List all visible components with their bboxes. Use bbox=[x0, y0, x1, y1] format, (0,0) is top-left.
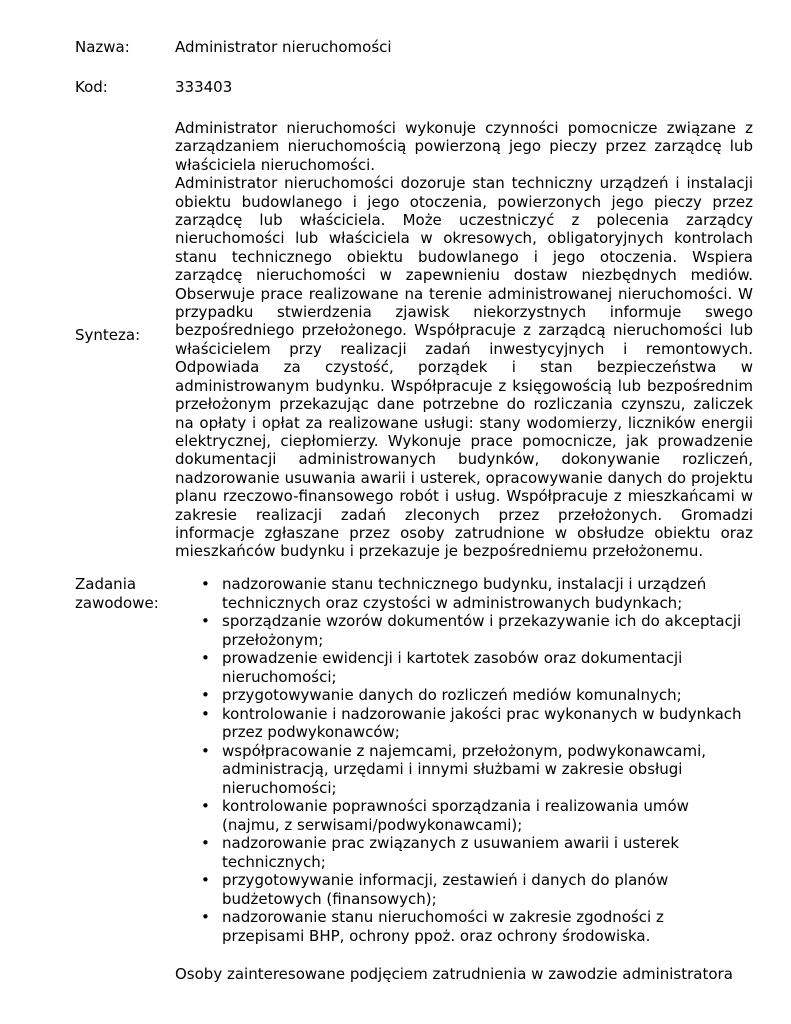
list-item-text: nadzorowanie stanu nieruchomości w zakresie zgodności z przepisami BHP, ochrony ppoż. oraz ochrony środowiska. bbox=[222, 908, 664, 945]
list-item bbox=[201, 686, 742, 705]
synthesis-label: Synteza: bbox=[75, 326, 141, 344]
list-item bbox=[201, 797, 742, 834]
list-item bbox=[201, 908, 742, 945]
tasks-list bbox=[201, 575, 742, 945]
list-item bbox=[201, 612, 742, 649]
list-item-text: współpracowanie z najemcami, przełożonym, podwykonawcami, administracją, urzędami i innymi służbami w zakresie obsługi nieruchomości; bbox=[222, 741, 707, 797]
tasks-label-line-2: zawodowe: bbox=[75, 594, 159, 612]
list-item bbox=[201, 704, 742, 742]
closing-text: Osoby zainteresowane podjęciem zatrudnienia w zawodzie administratora bbox=[175, 965, 733, 983]
bullet-icon: • bbox=[201, 686, 210, 704]
bullet-icon: • bbox=[201, 741, 210, 760]
bullet-icon: • bbox=[201, 575, 210, 593]
list-item-text: nadzorowanie stanu technicznego budynku, instalacji i urządzeń technicznych oraz czystości w administrowanych budynkach; bbox=[222, 575, 707, 612]
code-label: Kod: bbox=[75, 78, 108, 96]
name-label: Nazwa: bbox=[75, 38, 130, 56]
list-item-text: sporządzanie wzorów dokumentów i przekazywanie ich do akceptacji przełożonym; bbox=[222, 612, 742, 649]
bullet-icon: • bbox=[201, 649, 210, 667]
synthesis-paragraph-1: Administrator nieruchomości wykonuje czynności pomocnicze związane z zarządzaniem nieruchomością powierzoną jego pieczy przez zarządcę lub właściciela nieruchomości. bbox=[175, 119, 753, 174]
list-item-text: przygotowywanie informacji, zestawień i danych do planów budżetowych (finansowych); bbox=[222, 871, 669, 908]
list-item-text: nadzorowanie prac związanych z usuwaniem awarii i usterek technicznych; bbox=[222, 834, 680, 871]
list-item-text: kontrolowanie i nadzorowanie jakości prac wykonanych w budynkach przez podwykonawców; bbox=[222, 704, 742, 741]
synthesis-paragraph-2: Administrator nieruchomości dozoruje stan techniczny urządzeń i instalacji obiektu budowlanego i jego otoczenia, powierzonych jego pieczy przez zarządcę lub właściciela. Może uczestniczyć z polecenia zarządcy nieruchomości lub właściciela w okresowych, obligatoryjnych kontrolach stanu technicznego obiektu budowlanego i jego otoczenia. Wspiera zarządcę nieruchomości w zapewnieniu dostaw niezbędnych mediów. Obserwuje prace realizowane na terenie administrowanej nieruchomości. W przypadku stwierdzenia zjawisk niekorzystnych informuje swego bezpośredniego przełożonego. Współpracuje z zarządcą nieruchomości lub właścicielem przy realizacji zadań inwestycyjnych i remontowych. Odpowiada za czystość, porządek i stan bezpieczeństwa w administrowanym budynku. Współpracuje z księgowością lub bezpośrednim przełożonym przekazując dane potrzebne do rozliczania czynszu, zaliczek na opłaty i opłat za realizowane usługi: stany wodomierzy, liczników energii elektrycznej, ciepłomierzy. Wykonuje prace pomocnicze, jak prowadzenie dokumentacji administrowanych budynków, dokonywanie rozliczeń, nadzorowanie usuwania awarii i usterek, opracowywanie danych do projektu planu rzeczowo-finansowego robót i usług. Współpracuje z mieszkańcami w zakresie realizacji zadań zleconych przez przełożonych. Gromadzi informacje zgłaszane przez osoby zatrudnione w obsłudze obiektu oraz mieszkańców budynku i przekazuje je bezpośredniemu przełożonemu. bbox=[175, 174, 753, 561]
list-item bbox=[201, 871, 742, 908]
list-item-text: kontrolowanie poprawności sporządzania i realizowania umów (najmu, z serwisami/podwykonawcami); bbox=[222, 797, 689, 834]
bullet-icon: • bbox=[201, 871, 210, 889]
list-item bbox=[201, 741, 742, 798]
code-value: 333403 bbox=[175, 78, 233, 96]
list-item bbox=[201, 649, 742, 686]
list-item bbox=[201, 575, 742, 612]
bullet-icon: • bbox=[201, 834, 210, 852]
tasks-label-line-1: Zadania bbox=[75, 575, 137, 593]
synthesis-text bbox=[175, 119, 753, 561]
bullet-icon: • bbox=[201, 612, 210, 630]
bullet-icon: • bbox=[201, 797, 210, 815]
tasks-label bbox=[75, 575, 159, 613]
bullet-icon: • bbox=[201, 908, 210, 926]
list-item-text: przygotowywanie danych do rozliczeń mediów komunalnych; bbox=[222, 686, 682, 704]
bullet-icon: • bbox=[201, 704, 210, 723]
name-value: Administrator nieruchomości bbox=[175, 38, 392, 56]
list-item-text: prowadzenie ewidencji i kartotek zasobów oraz dokumentacji nieruchomości; bbox=[222, 649, 683, 686]
list-item bbox=[201, 834, 742, 871]
